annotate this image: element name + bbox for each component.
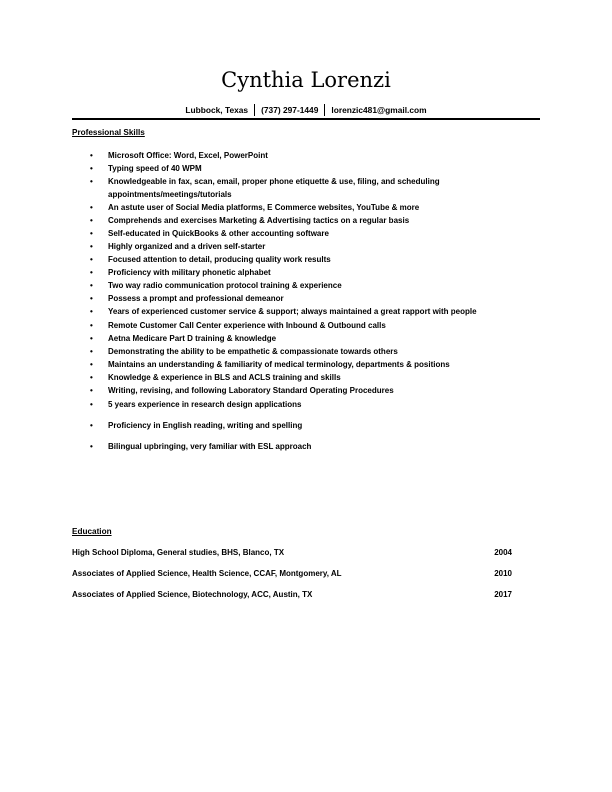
education-year: 2010	[494, 569, 512, 578]
bullet-icon: •	[90, 255, 93, 264]
bullet-icon: •	[90, 421, 93, 430]
skill-item: Remote Customer Call Center experience with Inbound & Outbound calls	[108, 321, 386, 330]
bullet-icon: •	[90, 294, 93, 303]
education-degree: Associates of Applied Science, Health Science, CCAF, Montgomery, AL	[72, 569, 342, 578]
location: Lubbock, Texas	[185, 105, 249, 115]
skill-item-continuation: appointments/meetings/tutorials	[108, 190, 232, 199]
bullet-icon: •	[90, 334, 93, 343]
email: lorenzic481@gmail.com	[331, 105, 427, 115]
skill-item: Comprehends and exercises Marketing & Advertising tactics on a regular basis	[108, 216, 410, 225]
skill-item: Knowledgeable in fax, scan, email, proper phone etiquette & use, filing, and scheduling	[108, 177, 440, 186]
bullet-icon: •	[90, 151, 93, 160]
bullet-icon: •	[90, 164, 93, 173]
skill-item: Years of experienced customer service & support; always maintained a great rapport with people	[108, 307, 477, 316]
skill-item: Proficiency with military phonetic alphabet	[108, 268, 271, 277]
skill-item: Demonstrating the ability to be empathetic & compassionate towards others	[108, 347, 398, 356]
bullet-icon: •	[90, 360, 93, 369]
skill-item: Focused attention to detail, producing quality work results	[108, 255, 331, 264]
skill-item: Two way radio communication protocol training & experience	[108, 281, 342, 290]
bullet-icon: •	[90, 386, 93, 395]
bullet-icon: •	[90, 242, 93, 251]
skill-item: Proficiency in English reading, writing and spelling	[108, 421, 303, 430]
bullet-icon: •	[90, 373, 93, 382]
bullet-icon: •	[90, 203, 93, 212]
contact-line	[0, 104, 612, 116]
skill-item: Possess a prompt and professional demeanor	[108, 294, 284, 303]
skill-item: Bilingual upbringing, very familiar with ESL approach	[108, 442, 312, 451]
separator	[324, 104, 325, 116]
skill-item: Writing, revising, and following Laboratory Standard Operating Procedures	[108, 386, 394, 395]
candidate-name: Cynthia Lorenzi	[221, 68, 391, 92]
skill-item: Maintains an understanding & familiarity of medical terminology, departments & positions	[108, 360, 450, 369]
bullet-icon: •	[90, 442, 93, 451]
separator	[254, 104, 255, 116]
bullet-icon: •	[90, 229, 93, 238]
bullet-icon: •	[90, 268, 93, 277]
education-section-title: Education	[72, 527, 112, 536]
skill-item: Aetna Medicare Part D training & knowledge	[108, 334, 277, 343]
bullet-icon: •	[90, 307, 93, 316]
skill-item: 5 years experience in research design applications	[108, 400, 302, 409]
header-divider	[72, 118, 540, 120]
skills-section-title: Professional Skills	[72, 128, 145, 137]
bullet-icon: •	[90, 216, 93, 225]
skill-item: Self-educated in QuickBooks & other accounting software	[108, 229, 329, 238]
skill-item: Microsoft Office: Word, Excel, PowerPoint	[108, 151, 268, 160]
education-row	[72, 548, 512, 557]
bullet-icon: •	[90, 177, 93, 186]
education-year: 2017	[494, 590, 512, 599]
education-year: 2004	[494, 548, 512, 557]
bullet-icon: •	[90, 400, 93, 409]
bullet-icon: •	[90, 281, 93, 290]
skill-item: Typing speed of 40 WPM	[108, 164, 202, 173]
bullet-icon: •	[90, 321, 93, 330]
education-row	[72, 569, 512, 578]
skill-item: Highly organized and a driven self-starter	[108, 242, 266, 251]
education-degree: High School Diploma, General studies, BHS, Blanco, TX	[72, 548, 285, 557]
education-row	[72, 590, 512, 599]
education-degree: Associates of Applied Science, Biotechnology, ACC, Austin, TX	[72, 590, 313, 599]
skill-item: An astute user of Social Media platforms, E Commerce websites, YouTube & more	[108, 203, 420, 212]
bullet-icon: •	[90, 347, 93, 356]
skill-item: Knowledge & experience in BLS and ACLS training and skills	[108, 373, 341, 382]
phone: (737) 297-1449	[261, 105, 319, 115]
